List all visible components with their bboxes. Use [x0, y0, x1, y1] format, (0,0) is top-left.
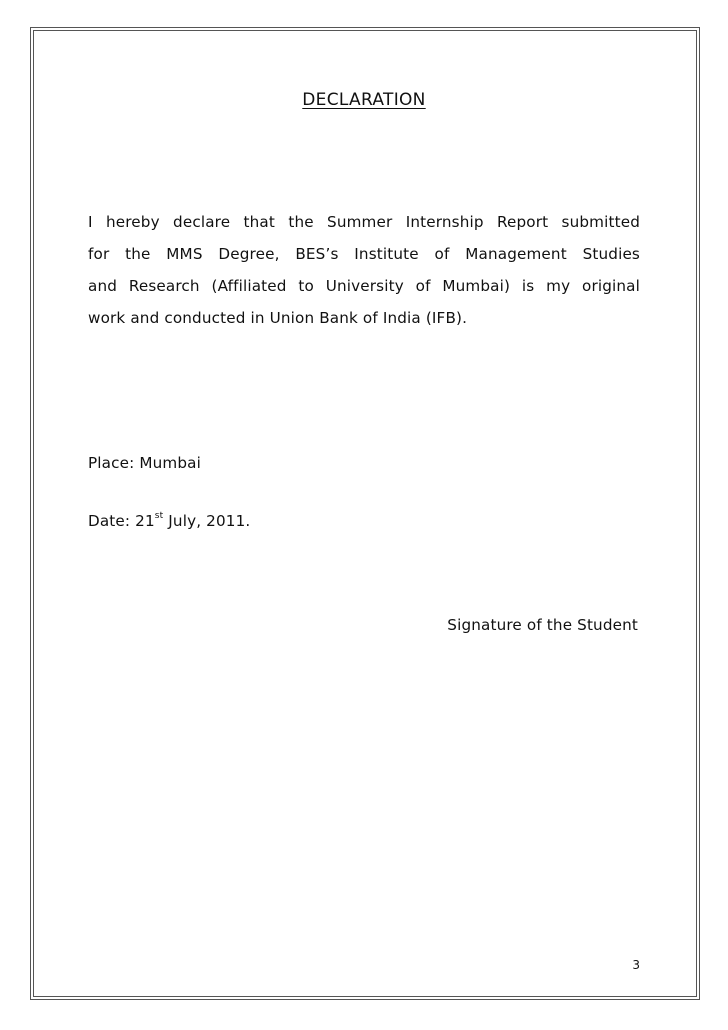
date-suffix: July, 2011.	[163, 512, 251, 530]
page-number: 3	[632, 958, 640, 972]
paragraph-line-1: I hereby declare that the Summer Internship Report submitted	[88, 213, 640, 231]
date-prefix: Date: 21	[88, 512, 155, 530]
declaration-heading	[0, 90, 728, 110]
paragraph-line-4: work and conducted in Union Bank of India (IFB).	[88, 309, 468, 327]
declaration-heading-text: DECLARATION	[302, 90, 426, 110]
date-superscript: st	[154, 510, 164, 521]
place-line: Place: Mumbai	[88, 454, 201, 472]
declaration-paragraph	[88, 206, 640, 334]
paragraph-line-2: for the MMS Degree, BES’s Institute of Management Studies	[88, 245, 640, 263]
paragraph-line-3: and Research (Affiliated to University of Mumbai) is my original	[88, 277, 640, 295]
date-line	[88, 512, 250, 530]
signature-label: Signature of the Student	[447, 616, 638, 634]
